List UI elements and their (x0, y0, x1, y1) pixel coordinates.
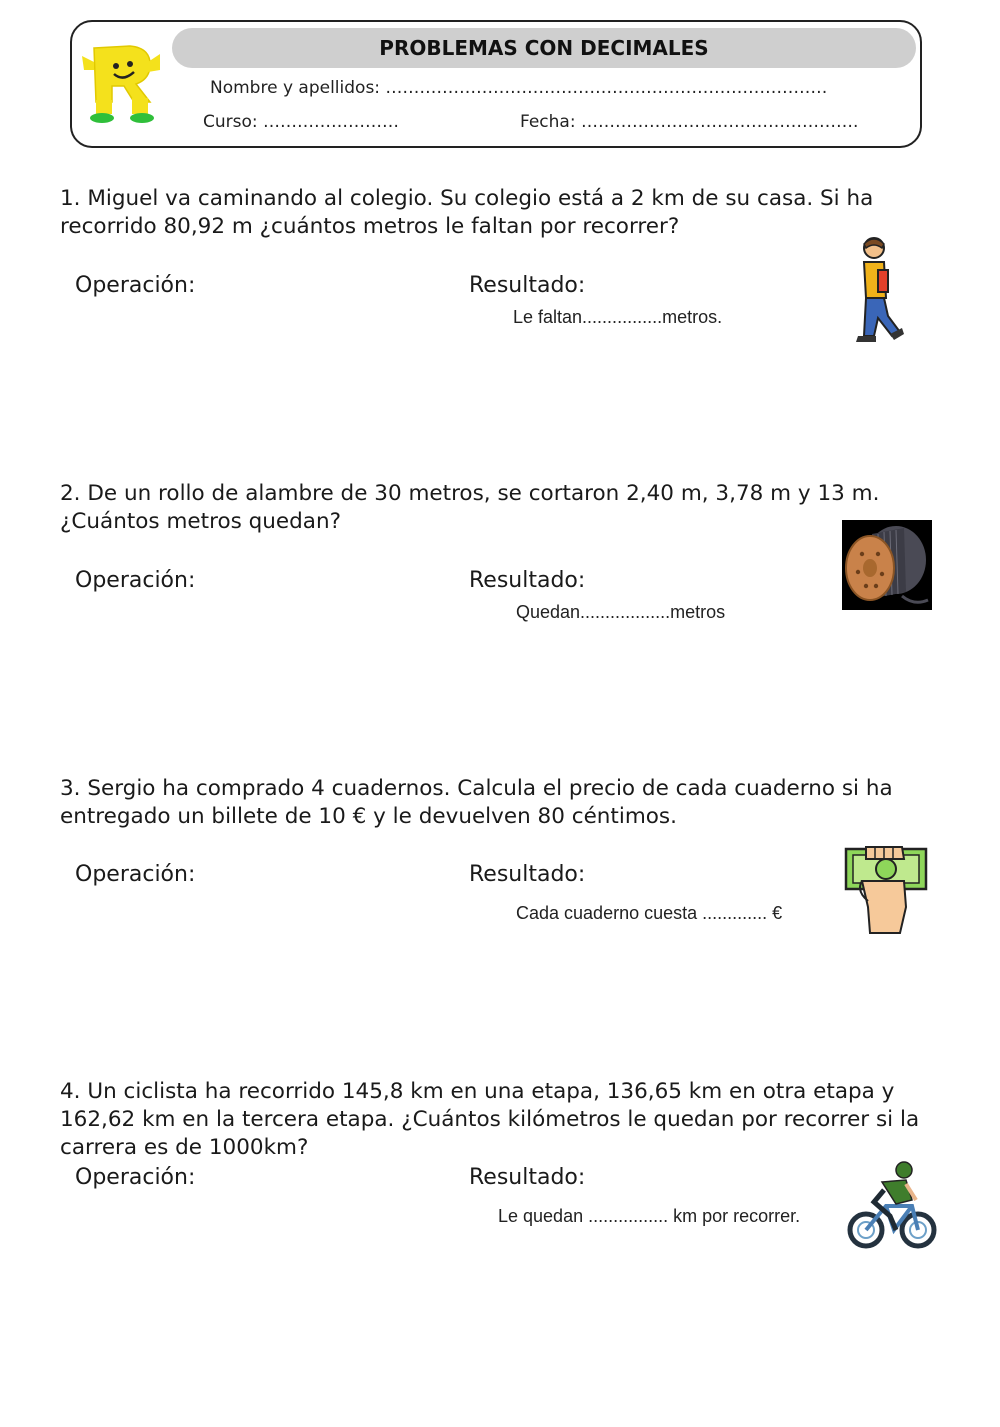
problem-2-operation-label: Operación: (75, 568, 196, 593)
walking-person-icon (848, 236, 906, 346)
cyclist-icon (846, 1160, 938, 1252)
problem-3-operation-label: Operación: (75, 862, 196, 887)
wire-spool-icon (842, 520, 932, 610)
date-field-line: Fecha: …………………………………………. (520, 112, 859, 132)
hand-banknote-icon (844, 845, 928, 935)
problem-4-answer: Le quedan ................ km por recorrer. (498, 1206, 801, 1226)
problem-3-text: 3. Sergio ha comprado 4 cuadernos. Calcula el precio de cada cuaderno si ha entregado un billete de 10 € y le devuelven 80 céntimos. (60, 776, 893, 829)
problem-2-text: 2. De un rollo de alambre de 30 metros, se cortaron 2,40 m, 3,78 m y 13 m. ¿Cuántos metros quedan? (60, 481, 880, 534)
problem-2-result-label: Resultado: (469, 568, 586, 593)
problem-4-result-label: Resultado: (469, 1165, 586, 1190)
problem-4-operation-label: Operación: (75, 1165, 196, 1190)
problem-3-answer: Cada cuaderno cuesta ............. € (516, 903, 783, 923)
problem-1-text: 1. Miguel va caminando al colegio. Su colegio está a 2 km de su casa. Si ha recorrido 80,92 m ¿cuántos metros le faltan por recorrer? (60, 186, 874, 239)
problem-2-answer: Quedan..................metros (516, 602, 726, 622)
problem-3-result-label: Resultado: (469, 862, 586, 887)
worksheet-title: PROBLEMAS CON DECIMALES (172, 28, 916, 68)
course-field-line: Curso: …………………… (203, 112, 400, 132)
problem-1-operation-label: Operación: (75, 273, 196, 298)
letter-r-mascot-icon (80, 40, 164, 124)
problem-1-result-label: Resultado: (469, 273, 586, 298)
problem-4-text: 4. Un ciclista ha recorrido 145,8 km en una etapa, 136,65 km en otra etapa y 162,62 km en la tercera etapa. ¿Cuántos kilómetros le quedan por recorrer si la carrera es de 1000km? (60, 1079, 920, 1160)
name-field-line: Nombre y apellidos: …………………………………………………………………… (210, 78, 828, 98)
problem-1-answer: Le faltan................metros. (513, 307, 723, 327)
